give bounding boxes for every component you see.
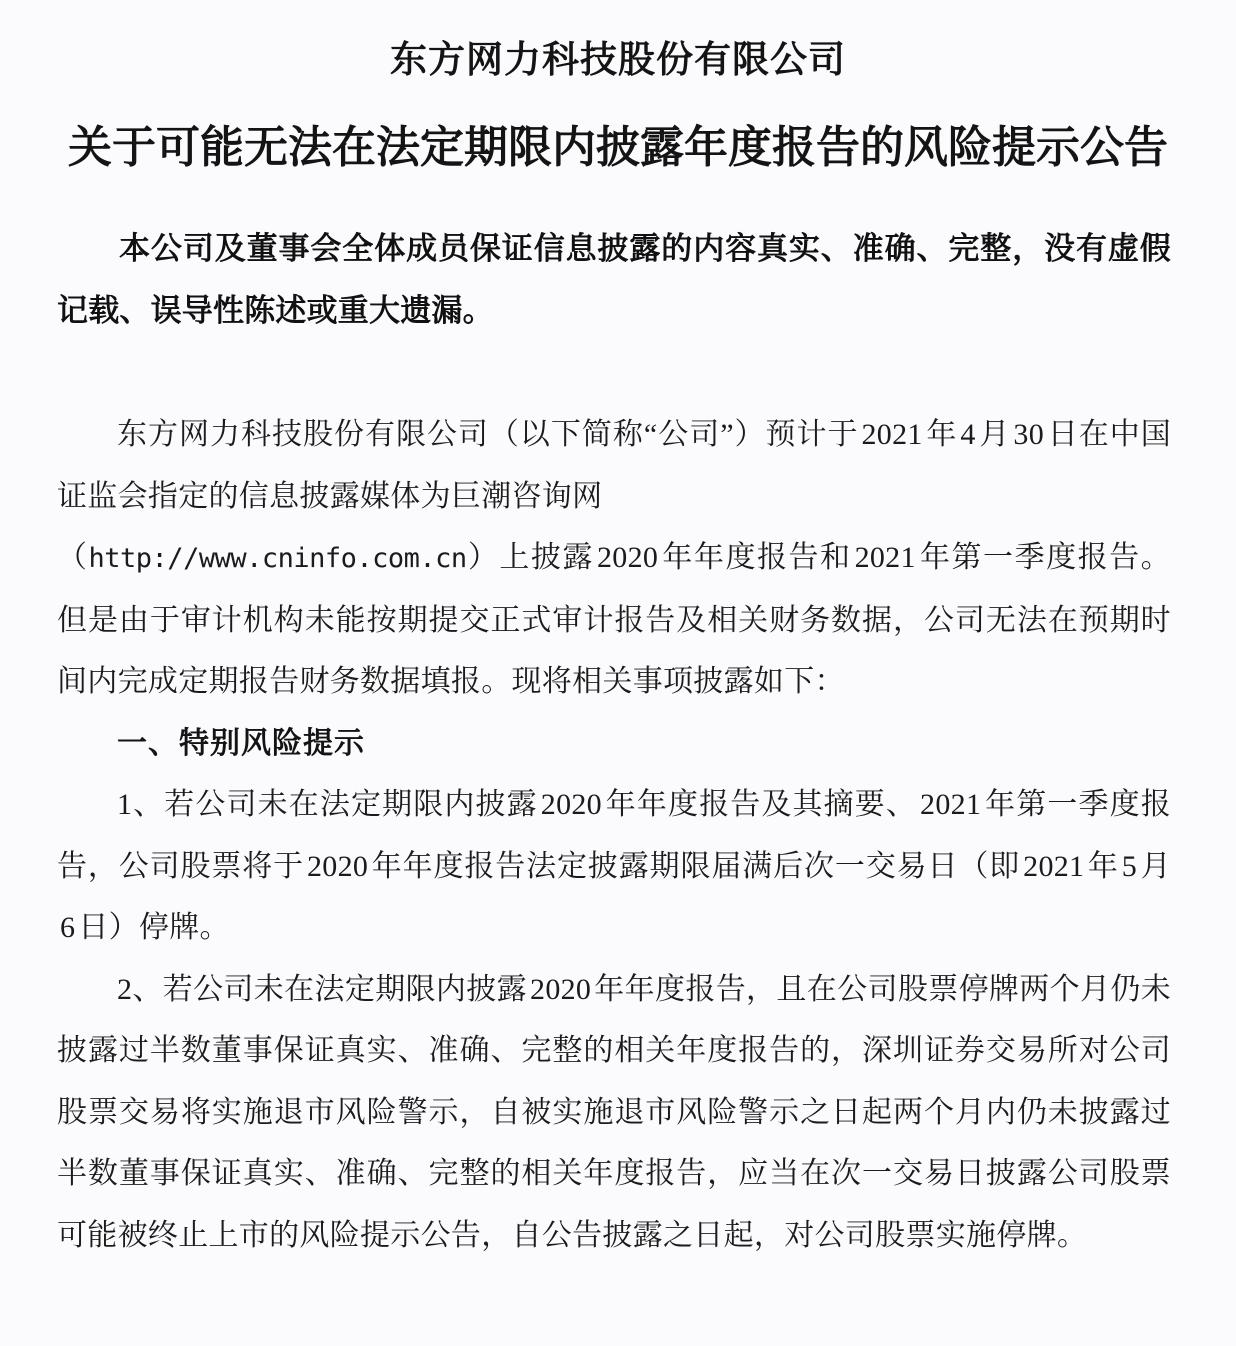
url-year-1: 2020 [597,541,659,574]
paragraph-intro [57,404,1171,527]
intro-text-1: 东方网力科技股份有限公司（以下简称“公司”）预计于 [117,418,859,451]
item1-text-e: 年 [1087,849,1119,883]
cninfo-url: http://www.cninfo.com.cn [88,543,467,574]
page-title-company: 东方网力科技股份有限公司 [390,38,846,81]
paragraph-url [57,527,1171,713]
item1-text-c: 年第一季度报告，公司股票将于 [57,788,1172,883]
item1-year-4: 2021 [1023,849,1085,883]
item2-text-a: 2、若公司未在法定期限内披露 [117,972,528,1006]
item1-year-2: 2021 [920,788,982,821]
intro-text-3: 月 [978,418,1011,451]
item1-text-b: 年年度报告及其摘要、 [604,788,918,821]
intro-year: 2021 [861,418,923,451]
item1-year-3: 2020 [307,849,369,883]
intro-day: 30 [1013,418,1045,451]
url-year-2: 2021 [854,541,916,574]
intro-text-4: 日在中国证监会指定的信息披露媒体为巨潮咨询网 [57,418,1171,513]
page-title-subject: 关于可能无法在法定期限内披露年度报告的风险提示公告 [68,122,1168,173]
item1-month: 5 [1121,849,1138,883]
url-paren-open: （ [57,541,89,574]
item1-year-1: 2020 [540,788,602,821]
risk-item-2 [57,959,1171,1267]
intro-month: 4 [960,418,976,451]
announcement-body [57,404,1171,1266]
item1-text-a: 1、若公司未在法定期限内披露 [117,788,538,821]
item1-text-f: 月 [1140,849,1171,883]
item1-text-g: 日）停牌。 [78,911,230,944]
url-text-2: 上披露 [499,541,594,574]
section-heading-special-risk: 一、特别风险提示 [117,725,365,761]
item2-text-b: 年年度报告，且在公司股票停牌两个月仍未披露过半数董事保证真实、准确、完整的相关年度报告的，深圳证券交易所对公司股票交易将实施退市风险警示，自被实施退市风险警示之日起两个月内仍未披露过半数董事保证真实、准确、完整的相关年度报告，应当在次一交易日披露公司股票可能被终止上市的风险提示公告，自公告披露之日起，对公司股票实施停牌。 [57,972,1172,1252]
disclosure-declaration: 本公司及董事会全体成员保证信息披露的内容真实、准确、完整，没有虚假记载、误导性陈述或重大遗漏。 [57,231,1171,329]
item1-text-d: 年年度报告法定披露期限届满后次一交易日（即 [371,849,1021,883]
item1-day: 6 [60,911,76,944]
url-text-3: 年年度报告和 [661,541,852,574]
item2-year-1: 2020 [530,972,592,1006]
url-paren-close: ） [466,541,500,574]
url-text-4: 年第一季度报告。但是由于审计机构未能按期提交正式审计报告及相关财务数据，公司无法在预期时间内完成定期报告财务数据填报。现将相关事项披露如下： [57,541,1171,698]
intro-text-2: 年 [925,418,958,451]
risk-item-1 [57,774,1171,959]
